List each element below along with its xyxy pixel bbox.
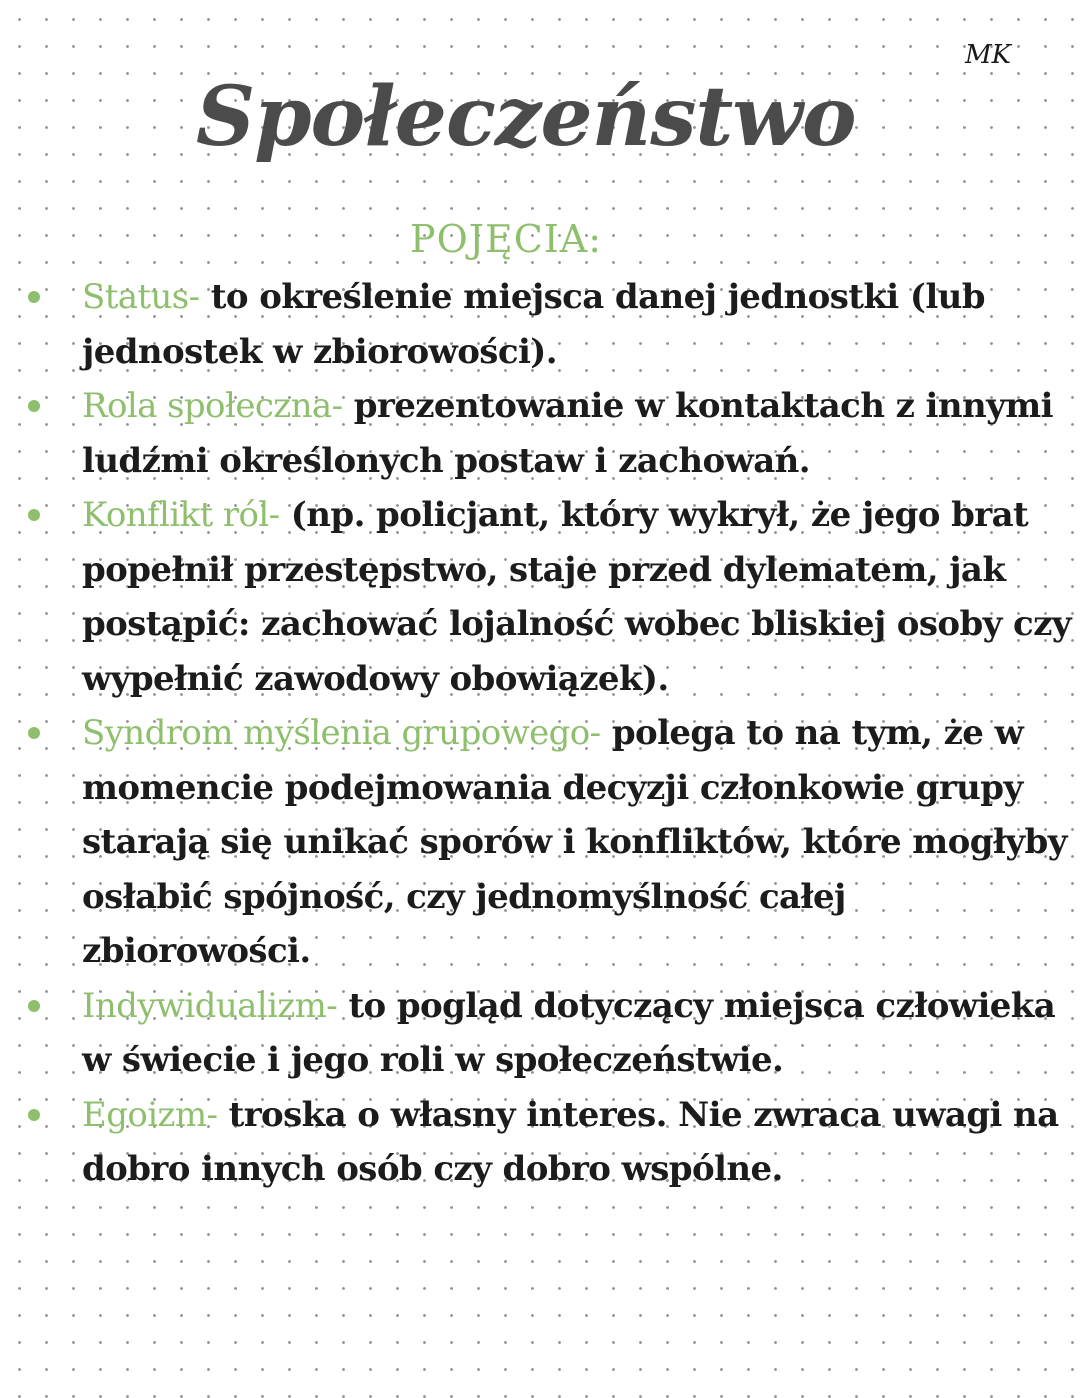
bullet-icon bbox=[28, 1109, 40, 1121]
section-heading: POJĘCIA: bbox=[410, 217, 603, 261]
concept-definition: prezentowanie w kontaktach z innymi ludźmi określonych postaw i zachowań. bbox=[82, 386, 1053, 481]
concept-item-egoism bbox=[22, 1088, 1074, 1197]
concept-definition: to pogląd dotyczący miejsca człowieka w świecie i jego roli w społeczeństwie. bbox=[82, 985, 1056, 1080]
concept-item-groupthink bbox=[22, 706, 1074, 979]
concept-definition: to określenie miejsca danej jednostki (lub jednostek w zbiorowości). bbox=[82, 277, 985, 372]
concept-term: Konflikt ról- bbox=[82, 495, 280, 535]
bullet-icon bbox=[28, 291, 40, 303]
concept-item-individualism bbox=[22, 979, 1074, 1088]
bullet-icon bbox=[28, 509, 40, 521]
concept-item-status bbox=[22, 270, 1074, 379]
concept-item-social-role bbox=[22, 379, 1074, 488]
concept-term: Indywidualizm- bbox=[82, 985, 338, 1026]
page-title: Społeczeństwo bbox=[196, 69, 856, 165]
bullet-icon bbox=[28, 727, 40, 739]
concept-definition: (np. policjant, który wykrył, że jego brat popełnił przestępstwo, staje przed dylematem, jak postąpić: zachować lojalność wobec bliskiej osoby czy wypełnić zawodowy obowiązek). bbox=[82, 495, 1072, 699]
concept-definition: polega to na tym, że w momencie podejmowania decyzji członkowie grupy starają się unikać sporów i konfliktów, które mogłyby osłabić spójność, czy jednomyślność całej zbiorowości. bbox=[82, 713, 1067, 971]
concept-term: Syndrom myślenia grupowego- bbox=[82, 713, 601, 753]
author-initials: MK bbox=[965, 40, 1012, 70]
concept-item-role-conflict bbox=[22, 488, 1074, 706]
bullet-icon bbox=[28, 1000, 40, 1012]
concept-term: Status- bbox=[82, 277, 200, 317]
concept-definition: troska o własny interes. Nie zwraca uwagi na dobro innych osób czy dobro wspólne. bbox=[82, 1094, 1059, 1189]
concept-term: Egoizm- bbox=[82, 1094, 218, 1135]
concept-list bbox=[22, 270, 1074, 1197]
bullet-icon bbox=[28, 400, 40, 412]
concept-term: Rola społeczna- bbox=[82, 386, 343, 426]
